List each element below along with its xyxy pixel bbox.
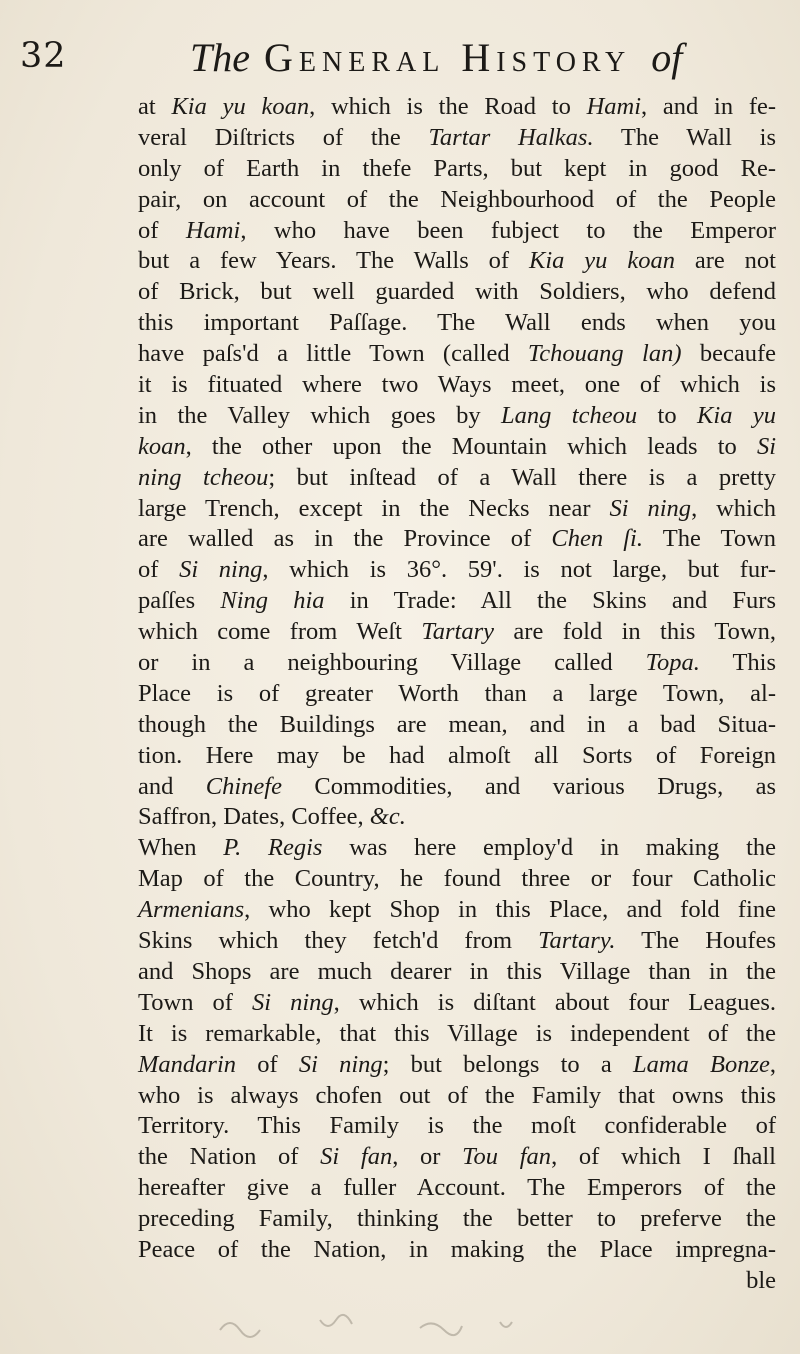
italic-run: Lang tcheou: [501, 401, 638, 429]
italic-run: P. Regis: [223, 834, 323, 862]
running-head: [190, 34, 682, 81]
italic-run: Lama Bonze: [632, 1050, 770, 1078]
text-run: of: [236, 1050, 299, 1078]
text-line: [138, 802, 776, 833]
text-line: [138, 1019, 776, 1050]
text-run: at: [138, 93, 172, 120]
italic-run: Si ning: [298, 1050, 383, 1078]
text-line: [138, 339, 776, 370]
text-run: this important Paſſage. The Wall ends when you: [138, 309, 776, 337]
text-run: are walled as in the Province of: [138, 525, 552, 553]
text-line: [138, 1050, 776, 1081]
text-run: Territory. This Family is the moſt confiderable of: [138, 1112, 776, 1140]
text-line: [138, 1204, 776, 1235]
text-run: tion. Here may be had almoſt all Sorts of Foreign: [138, 741, 776, 769]
text-run: Peace of the Nation, in making the Place impregna-: [138, 1235, 776, 1263]
italic-run: ning tcheou: [138, 463, 269, 491]
text-line: [138, 401, 776, 432]
text-line: [138, 772, 776, 803]
text-line: [138, 864, 776, 895]
text-line: [138, 1111, 776, 1142]
text-run: of: [138, 216, 186, 244]
text-run: preceding Family, thinking the better to preferve the: [138, 1205, 776, 1233]
text-line: [138, 586, 776, 617]
text-line: [138, 308, 776, 339]
text-run: was here employ'd in making the: [322, 834, 777, 862]
text-run: but a few Years. The Walls of: [138, 247, 529, 275]
text-run: in Trade: All the Skins and Furs: [324, 587, 776, 615]
text-line: [138, 92, 776, 123]
text-line: [138, 988, 776, 1019]
text-run: which come from Weſt: [138, 618, 422, 646]
text-line: [138, 1173, 776, 1204]
text-run: veral Diſtricts of the: [138, 123, 429, 151]
italic-run: Ning hia: [220, 587, 325, 615]
text-run: ; but belongs to a: [382, 1050, 633, 1078]
text-run: and: [138, 772, 206, 800]
body-text: [138, 92, 776, 1297]
text-line: [138, 555, 776, 586]
text-line: [138, 1142, 776, 1173]
running-head-of: of: [651, 35, 683, 80]
text-run: hereafter give a fuller Account. The Emperors of the: [138, 1174, 776, 1202]
text-run: of: [138, 556, 180, 584]
text-run: it is fituated where two Ways meet, one of which is: [138, 371, 776, 399]
text-run: who is always chofen out of the Family that owns this: [138, 1081, 776, 1109]
text-run: are fold in this Town,: [494, 618, 776, 646]
text-line: [138, 370, 776, 401]
text-line: [138, 741, 776, 772]
italic-run: Kia yu koan: [171, 93, 310, 120]
text-run: , of which I ſhall: [551, 1143, 776, 1171]
italic-run: Tartar Halkas.: [428, 123, 594, 151]
text-line: [138, 524, 776, 555]
text-line: [138, 123, 776, 154]
running-head-the: The: [190, 35, 250, 80]
text-run: in the Valley which goes by: [138, 401, 501, 429]
running-head-title: General History: [264, 35, 632, 80]
text-line: [138, 432, 776, 463]
italic-run: Kia yu: [697, 401, 776, 429]
text-run: , which is diſtant about four Leagues.: [333, 988, 776, 1016]
text-run: or in a neighbouring Village called: [138, 649, 646, 677]
text-line: [138, 895, 776, 926]
text-run: have paſs'd a little Town (called: [138, 340, 528, 368]
text-line: [138, 926, 776, 957]
text-run: Saffron, Dates, Coffee,: [138, 803, 370, 831]
text-run: When: [138, 834, 224, 862]
italic-run: Si fan: [320, 1143, 393, 1171]
text-run: only of Earth in thefe Parts, but kept in good Re-: [138, 154, 776, 182]
italic-run: koan: [138, 432, 186, 460]
text-run: Map of the Country, he found three or four Catholic: [138, 865, 776, 893]
text-run: The Houfes: [615, 927, 776, 955]
text-run: becaufe: [681, 340, 777, 368]
italic-run: Si ning: [251, 988, 334, 1016]
text-run: The Town: [643, 525, 777, 553]
text-line: [138, 216, 776, 247]
italic-run: Kia yu koan: [528, 247, 675, 275]
text-run: , who kept Shop in this Place, and fold fine: [244, 896, 776, 924]
italic-run: Hami: [185, 216, 241, 244]
italic-run: Si: [756, 432, 776, 460]
italic-run: Armenians: [138, 896, 245, 924]
text-run: are not: [674, 247, 776, 275]
page-number: 32: [20, 36, 67, 76]
text-line: [138, 1081, 776, 1112]
italic-run: Mandarin: [138, 1050, 236, 1078]
text-run: , the other upon the Mountain which leads to: [185, 432, 757, 460]
italic-run: Topa.: [645, 649, 700, 677]
text-run: of Brick, but well guarded with Soldiers, who defend: [138, 278, 776, 306]
text-line: [138, 154, 776, 185]
text-line: [138, 710, 776, 741]
text-run: Town of: [138, 988, 252, 1016]
text-run: though the Buildings are mean, and in a bad Situa-: [138, 710, 776, 738]
text-run: , which: [691, 494, 776, 522]
text-run: pair, on account of the Neighbourhood of the People: [138, 185, 776, 213]
bleed-through-smudge: [200, 1300, 600, 1354]
text-run: , which is 36°. 59'. is not large, but fur-: [262, 556, 776, 584]
text-run: , or: [392, 1143, 463, 1171]
text-run: This: [699, 649, 776, 677]
italic-run: Chinefe: [205, 772, 282, 800]
text-line: [138, 679, 776, 710]
text-line: [138, 185, 776, 216]
italic-run: Tartary: [421, 618, 495, 646]
text-line: [138, 1235, 776, 1266]
text-line: [138, 494, 776, 525]
text-run: Skins which they fetch'd from: [138, 927, 539, 955]
text-run: paſſes: [138, 587, 221, 615]
text-run: and Shops are much dearer in this Village than in the: [138, 957, 776, 985]
italic-run: Chen ſi.: [551, 525, 643, 553]
text-run: ; but inſtead of a Wall there is a pretty: [268, 463, 776, 491]
text-run: , who have been fubject to the Emperor: [240, 216, 776, 244]
text-line: [138, 957, 776, 988]
italic-run: &c.: [369, 803, 406, 831]
italic-run: Si ning: [179, 556, 263, 584]
italic-run: Tchouang lan): [527, 340, 682, 368]
text-line: [138, 648, 776, 679]
text-run: to: [637, 401, 698, 429]
text-line: [138, 463, 776, 494]
catchword: ble: [746, 1266, 776, 1294]
text-run: Commodities, and various Drugs, as: [281, 772, 777, 800]
text-run: large Trench, except in the Necks near: [138, 494, 610, 522]
text-line: [138, 277, 776, 308]
text-run: The Wall is: [593, 123, 776, 151]
text-run: the Nation of: [138, 1143, 321, 1171]
text-line: [138, 246, 776, 277]
text-run: , and in fe-: [641, 93, 777, 120]
text-line: [138, 833, 776, 864]
italic-run: Hami: [586, 93, 642, 120]
italic-run: Si ning: [609, 494, 692, 522]
italic-run: Tou fan: [462, 1143, 552, 1171]
italic-run: Tartary.: [538, 927, 616, 955]
text-run: , which is the Road to: [309, 93, 587, 120]
text-run: Place is of greater Worth than a large Town, al-: [138, 679, 776, 707]
text-run: It is remarkable, that this Village is independent of the: [138, 1019, 776, 1047]
text-line: [138, 617, 776, 648]
text-run: ,: [769, 1050, 776, 1078]
